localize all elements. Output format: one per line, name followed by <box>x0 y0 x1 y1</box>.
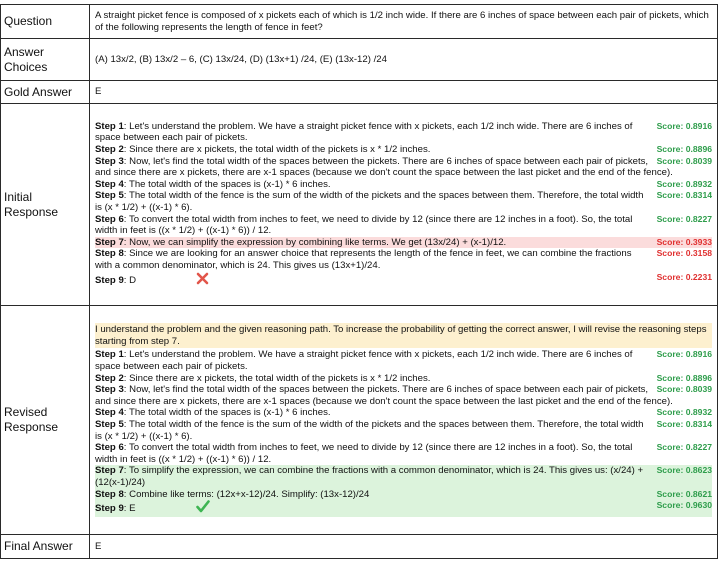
step-7: Score: 0.8623 Step 7: To simplify the expression, we can combine the fractions with a common denominator, which is 24. This gives us: (x/24) + (12(x-1)/24) <box>95 465 712 488</box>
check-icon <box>196 500 210 517</box>
step-text: D <box>129 274 137 286</box>
step-text: Since we are looking for an answer choice that represents the length of the fence in feet, we can combine the fractions with a common denominator, which is 24. This gives us (13x+1)/24. <box>95 248 632 271</box>
step-score: Score: 0.9630 <box>656 500 712 511</box>
step-score: Score: 0.8896 <box>656 144 712 155</box>
step-score: Score: 0.8039 <box>656 384 712 395</box>
step-text: To convert the total width from inches to feet, we need to divide by 12 (since there are 12 inches in a foot). So, the total width in feet is ((x * 1/2) + ((x-1) * 6)) / 12. <box>95 213 633 237</box>
step-label: Step 3 <box>95 384 124 396</box>
step-8: Score: 0.8621 Step 8: Combine like terms: (12x+x-12)/24. Simplify: (13x-12)/24 <box>95 488 712 500</box>
step-text: Since there are x pickets, the total width of the pickets is x * 1/2 inches. <box>129 372 431 384</box>
step-2: Score: 0.8896 Step 2: Since there are x pickets, the total width of the pickets is x * 1/2 inches. <box>95 372 712 384</box>
step-score: Score: 0.8314 <box>656 419 712 429</box>
step-label: Step 1 <box>95 349 124 361</box>
revised-response-steps <box>90 306 718 535</box>
step-label: Step 9 <box>95 274 124 286</box>
step-2: Score: 0.8896 Step 2: Since there are x pickets, the total width of the pickets is x * 1/2 inches. <box>95 144 712 156</box>
cross-icon <box>196 272 209 289</box>
step-score: Score: 0.8621 <box>656 488 712 499</box>
question-label: Question <box>1 5 90 39</box>
gold-answer-row <box>1 81 718 104</box>
step-label: Step 7 <box>95 465 124 477</box>
step-label: Step 4 <box>95 407 124 419</box>
step-label: Step 6 <box>95 442 124 454</box>
step-text: E <box>129 502 136 514</box>
step-9: Score: 0.2231 Step 9: D <box>95 272 712 289</box>
step-score: Score: 0.2231 <box>656 271 712 282</box>
step-8: Score: 0.3158 Step 8: Since we are looking for an answer choice that represents the length of the fence in feet, we can combine the fractions with a common denominator, which is 24. This gives us (13x+1)/24. <box>95 248 712 271</box>
step-score: Score: 0.8916 <box>656 349 712 360</box>
step-label: Step 8 <box>95 488 124 500</box>
step-5: Score: 0.8314 Step 5: The total width of the fence is the sum of the width of the pickets and the spaces between them. Therefore, the total width is (x * 1/2) + ((x-1) * 6). <box>95 419 712 442</box>
step-text: Let's understand the problem. We have a straight picket fence with x pickets, each 1/2 inch wide. There are 6 inches of space between each pair of pickets. <box>95 349 633 373</box>
choices-label: Answer Choices <box>1 39 90 81</box>
step-text: To convert the total width from inches to feet, we need to divide by 12 (since there are 12 inches in a foot). So, the total width in feet is ((x * 1/2) + ((x-1) * 6)) / 12. <box>95 442 633 465</box>
step-text: Now, let's find the total width of the spaces between the pickets. There are 6 inches of space between each pair of pickets, and since there are x pickets, there are x-1 spaces (because we don't count the space between the last picket and the end of the fence). <box>95 384 673 407</box>
step-score: Score: 0.8039 <box>656 155 712 166</box>
step-score: Score: 0.8314 <box>656 190 712 201</box>
step-label: Step 2 <box>95 144 124 156</box>
step-text: Now, let's find the total width of the spaces between the pickets. There are 6 inches of space between each pair of pickets, and since there are x pickets, there are x-1 spaces (because we don't count the space between the last picket and the end of the fence). <box>95 155 673 179</box>
step-6: Score: 0.8227 Step 6: To convert the total width from inches to feet, we need to divide by 12 (since there are 12 inches in a foot). So, the total width in feet is ((x * 1/2) + ((x-1) * 6)) / 12. <box>95 213 712 237</box>
final-answer-row <box>1 535 718 559</box>
revised-response-row <box>1 306 718 535</box>
gold-answer-text: E <box>90 81 718 104</box>
step-text: Now, we can simplify the expression by combining like terms. We get (13x/24) + (x-1)/12. <box>129 236 507 248</box>
step-label: Step 3 <box>95 155 124 167</box>
step-5: Score: 0.8314 Step 5: The total width of the fence is the sum of the width of the pickets and the spaces between them. Therefore, the total width is (x * 1/2) + ((x-1) * 6). <box>95 190 712 213</box>
step-text: The total width of the fence is the sum of the width of the pickets and the spaces between them. Therefore, the total width is (x * 1/2) + ((x-1) * 6). <box>95 419 644 442</box>
step-6: Score: 0.8227 Step 6: To convert the total width from inches to feet, we need to divide by 12 (since there are 12 inches in a foot). So, the total width in feet is ((x * 1/2) + ((x-1) * 6)) / 12. <box>95 442 712 465</box>
gold-answer-label: Gold Answer <box>1 81 90 104</box>
question-row <box>1 5 718 39</box>
initial-response-label: Initial Response <box>1 104 90 306</box>
choices-text: (A) 13x/2, (B) 13x/2 – 6, (C) 13x/24, (D) (13x+1) /24, (E) (13x-12) /24 <box>90 39 718 81</box>
revised-response-label: Revised Response <box>1 306 90 535</box>
step-text: The total width of the fence is the sum of the width of the pickets and the spaces between them. Therefore, the total width is (x * 1/2) + ((x-1) * 6). <box>95 190 644 213</box>
initial-response-row <box>1 104 718 306</box>
step-9: Score: 0.9630 Step 9: E <box>95 500 712 517</box>
step-7: Score: 0.3933 Step 7: Now, we can simplify the expression by combining like terms. We get (13x/24) + (x-1)/12. <box>95 236 712 248</box>
revision-intro: I understand the problem and the given reasoning path. To increase the probability of getting the correct answer, I will revise the reasoning steps starting from step 7. <box>95 323 712 348</box>
step-score: Score: 0.8916 <box>656 120 712 131</box>
initial-response-steps <box>90 104 718 306</box>
step-label: Step 7 <box>95 236 124 248</box>
step-score: Score: 0.8623 <box>656 465 712 476</box>
step-1: Score: 0.8916 Step 1: Let's understand the problem. We have a straight picket fence with x pickets, each 1/2 inch wide. There are 6 inches of space between each pair of pickets. <box>95 120 712 144</box>
step-text: Let's understand the problem. We have a straight picket fence with x pickets, each 1/2 inch wide. There are 6 inches of space between each pair of pickets. <box>95 120 633 144</box>
step-text: The total width of the spaces is (x-1) * 6 inches. <box>128 178 331 190</box>
step-1: Score: 0.8916 Step 1: Let's understand the problem. We have a straight picket fence with x pickets, each 1/2 inch wide. There are 6 inches of space between each pair of pickets. <box>95 349 712 373</box>
final-answer-text: E <box>90 535 718 559</box>
step-label: Step 9 <box>95 502 124 514</box>
step-label: Step 5 <box>95 419 124 430</box>
choices-row <box>1 39 718 81</box>
step-score: Score: 0.8896 <box>656 372 712 383</box>
step-label: Step 1 <box>95 120 124 132</box>
step-label: Step 6 <box>95 213 124 225</box>
step-text: The total width of the spaces is (x-1) * 6 inches. <box>128 407 331 419</box>
step-score: Score: 0.3933 <box>656 236 712 247</box>
step-score: Score: 0.8932 <box>656 178 712 189</box>
step-3: Score: 0.8039 Step 3: Now, let's find the total width of the spaces between the pickets. There are 6 inches of space between each pair of pickets, and since there are x pickets, there are x-1 spaces (because we don't count the space between the last picket and the end of the fence). <box>95 384 712 407</box>
question-text: A straight picket fence is composed of x pickets each of which is 1/2 inch wide. If there are 6 inches of space between each pair of pickets, which of the following represents the length of fence in feet? <box>90 5 718 39</box>
step-label: Step 2 <box>95 372 124 384</box>
step-score: Score: 0.8227 <box>656 213 712 224</box>
step-text: Combine like terms: (12x+x-12)/24. Simplify: (13x-12)/24 <box>129 488 370 500</box>
step-3: Score: 0.8039 Step 3: Now, let's find the total width of the spaces between the pickets. There are 6 inches of space between each pair of pickets, and since there are x pickets, there are x-1 spaces (because we don't count the space between the last picket and the end of the fence). <box>95 155 712 179</box>
step-4: Score: 0.8932 Step 4: The total width of the spaces is (x-1) * 6 inches. <box>95 178 712 190</box>
step-label: Step 4 <box>95 178 124 190</box>
final-answer-label: Final Answer <box>1 535 90 559</box>
step-4: Score: 0.8932 Step 4: The total width of the spaces is (x-1) * 6 inches. <box>95 407 712 419</box>
step-score: Score: 0.8932 <box>656 407 712 418</box>
step-text: Since there are x pickets, the total width of the pickets is x * 1/2 inches. <box>129 144 431 156</box>
step-label: Step 5 <box>95 190 124 202</box>
results-table <box>0 4 718 559</box>
step-text: To simplify the expression, we can combine the fractions with a common denominator, which is 24. This gives us: (x/24) + (12(x-1)/24) <box>95 465 644 488</box>
step-score: Score: 0.3158 <box>656 248 712 259</box>
step-label: Step 8 <box>95 248 124 260</box>
step-score: Score: 0.8227 <box>656 442 712 453</box>
